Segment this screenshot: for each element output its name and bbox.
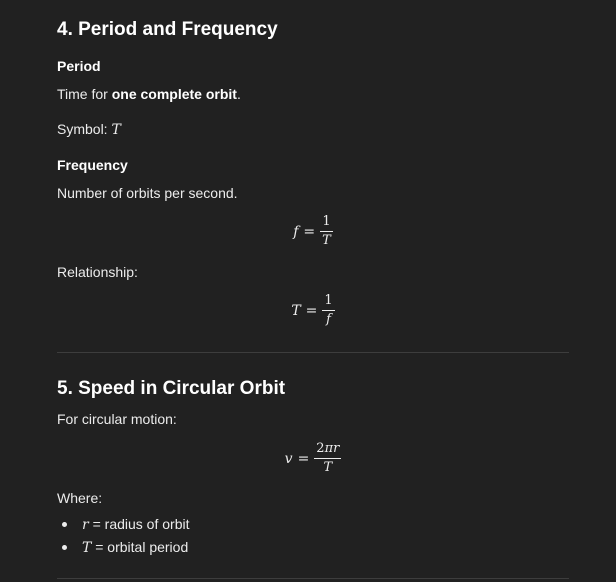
frequency-equation <box>57 214 569 249</box>
list-item-symbol: T <box>82 540 92 556</box>
variable-list <box>57 513 189 559</box>
period-symbol: T <box>111 122 121 138</box>
speed-eq-fraction <box>314 441 341 476</box>
frequency-description: Number of orbits per second. <box>57 185 238 201</box>
period-desc-bold: one complete orbit <box>111 86 237 102</box>
period-desc-suffix: . <box>236 86 241 102</box>
relationship-eq-denominator: f <box>326 312 331 327</box>
relationship-equation <box>57 293 569 328</box>
relationship-eq-fraction <box>322 293 334 328</box>
speed-eq-numerator <box>314 441 341 459</box>
frequency-eq-lhs: f <box>293 223 299 240</box>
speed-equation <box>57 441 569 476</box>
list-item-text: = radius of orbit <box>88 516 190 532</box>
bullet-icon <box>62 522 67 527</box>
symbol-label: Symbol: <box>57 121 112 137</box>
frequency-eq-numerator: 1 <box>320 214 332 232</box>
list-item <box>57 536 189 559</box>
speed-eq-denominator: T <box>323 460 333 475</box>
period-desc-prefix: Time for <box>57 86 112 102</box>
relationship-label: Relationship: <box>57 264 138 280</box>
list-item-symbol: r <box>82 517 89 533</box>
period-symbol-line <box>57 120 121 139</box>
frequency-eq-equals: = <box>303 223 316 240</box>
list-item <box>57 513 189 536</box>
relationship-eq-equals: = <box>305 302 318 319</box>
bottom-divider <box>57 578 569 579</box>
frequency-subheading: Frequency <box>57 157 128 173</box>
speed-eq-pi: π <box>324 441 334 456</box>
section-4-heading: 4. Period and Frequency <box>57 19 278 40</box>
speed-eq-coef: 2 <box>316 441 325 456</box>
relationship-eq-numerator: 1 <box>322 293 334 311</box>
circular-motion-intro: For circular motion: <box>57 411 177 427</box>
section-divider <box>57 352 569 353</box>
where-label: Where: <box>57 490 103 506</box>
frequency-eq-denominator: T <box>322 233 331 248</box>
relationship-eq-lhs: T <box>291 302 301 319</box>
bullet-icon <box>62 545 67 550</box>
period-subheading: Period <box>57 58 101 74</box>
speed-eq-equals: = <box>297 450 310 467</box>
section-5-heading: 5. Speed in Circular Orbit <box>57 378 286 399</box>
frequency-eq-fraction <box>320 214 333 249</box>
period-description <box>57 85 241 103</box>
speed-eq-lhs: v <box>284 450 293 467</box>
list-item-text: = orbital period <box>91 539 189 555</box>
speed-eq-r: r <box>333 441 340 456</box>
